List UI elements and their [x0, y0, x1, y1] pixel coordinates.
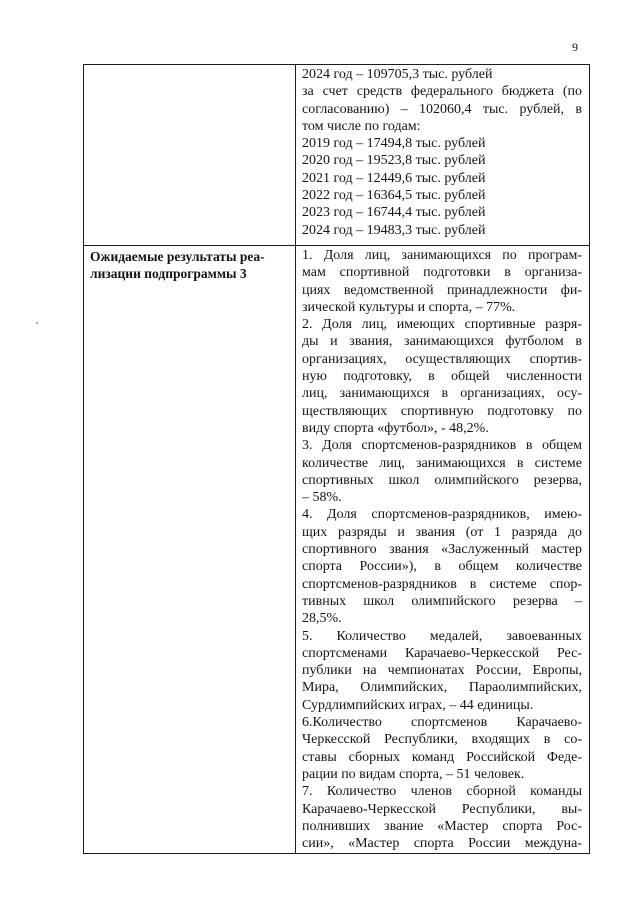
result-line: спортивных школ олимпийского резерва, [302, 472, 582, 488]
result-line: виду спорта «футбол», - 48,2%. [302, 420, 489, 436]
result-line: щих разряды и звания (от 1 разряда до [302, 524, 582, 540]
result-line: рации по видам спорта, – 51 человек. [302, 766, 525, 782]
funding-line: за счет средств федерального бюджета (по [302, 84, 582, 100]
result-4 [302, 506, 582, 627]
table-row-expected-results [84, 246, 590, 854]
funding-lines [302, 66, 582, 239]
label-line: лизации подпрограммы 3 [90, 266, 247, 281]
result-line: Мира, Олимпийских, Параолимпийских, [302, 680, 582, 696]
funding-line: 2020 год – 19523,8 тыс. рублей [302, 153, 486, 169]
result-line: сии», «Мастер спорта России междуна- [302, 836, 582, 852]
result-2 [302, 316, 582, 437]
scan-speck [36, 322, 38, 324]
result-line: лиц, занимающихся в организациях, осу- [302, 386, 582, 402]
funding-line: 2024 год – 19483,3 тыс. рублей [302, 222, 486, 238]
result-line: ществляющих спортивную подготовку по [302, 403, 582, 419]
funding-line: 2022 год – 16364,5 тыс. рублей [302, 188, 486, 204]
result-line: Черкесской Республики, входящих в со- [302, 732, 582, 748]
result-line: публики на чемпионатах России, Европы, [302, 663, 582, 679]
result-line: ды и звания, занимающихся футболом в [302, 334, 582, 350]
result-line: мам спортивной подготовки в организа- [302, 265, 582, 281]
result-line: 1. Доля лиц, занимающихся по програм- [302, 248, 582, 263]
result-line: тивных школ олимпийского резерва – [302, 593, 582, 609]
funding-line: том числе по годам: [302, 118, 421, 134]
results-label-cell [84, 246, 296, 854]
funding-label-cell [84, 65, 296, 246]
result-1 [302, 247, 582, 316]
result-line: – 58%. [302, 490, 342, 506]
expected-results-label [90, 248, 289, 282]
result-line: зической культуры и спорта, – 77%. [302, 299, 516, 315]
page-number: 9 [572, 40, 578, 54]
result-line: организациях, осуществляющих спортив- [302, 351, 582, 367]
funding-cell [296, 65, 590, 246]
result-line: Сурдлимпийских играх, – 44 единицы. [302, 697, 534, 713]
result-line: спортивного звания «Заслуженный мастер [302, 542, 582, 558]
result-line: 5. Количество медалей, завоеванных [302, 628, 582, 644]
result-line: циях ведомственной принадлежности фи- [302, 282, 582, 298]
results-list [302, 247, 582, 852]
program-passport-table [83, 64, 590, 854]
result-line: 2. Доля лиц, имеющих спортивные разря- [302, 317, 582, 333]
funding-line: 2019 год – 17494,8 тыс. рублей [302, 136, 486, 152]
result-7 [302, 783, 582, 852]
results-cell [296, 246, 590, 854]
result-line: 6.Количество спортсменов Карачаево- [302, 715, 582, 731]
label-line: Ожидаемые результаты реа- [90, 249, 265, 264]
funding-line: 2023 год – 16744,4 тыс. рублей [302, 205, 486, 221]
result-line: полнивших звание «Мастер спорта Рос- [302, 818, 582, 834]
result-line: Карачаево-Черкесской Республики, вы- [302, 801, 582, 817]
result-line: спорта России»), в общем количестве [302, 559, 582, 575]
result-3 [302, 437, 582, 506]
result-line: ставы сборных команд Российской Феде- [302, 749, 582, 765]
funding-line: 2024 год – 109705,3 тыс. рублей [302, 67, 493, 82]
funding-line: 2021 год – 12449,6 тыс. рублей [302, 170, 486, 186]
result-6 [302, 714, 582, 783]
result-line: 28,5%. [302, 611, 342, 627]
result-line: количестве лиц, занимающихся в системе [302, 455, 582, 471]
result-line: спортсменами Карачаево-Черкесской Рес- [302, 645, 582, 661]
result-line: 4. Доля спортсменов-разрядников, имею- [302, 507, 582, 523]
funding-line: согласованию) – 102060,4 тыс. рублей, в [302, 101, 582, 117]
result-line: 7. Количество членов сборной команды [302, 784, 582, 800]
table-row-funding [84, 65, 590, 246]
result-line: спортсменов-разрядников в системе спор- [302, 576, 582, 592]
result-line: 3. Доля спортсменов-разрядников в общем [302, 438, 582, 454]
result-5 [302, 628, 582, 714]
result-line: ную подготовку, в общей численности [302, 369, 582, 385]
